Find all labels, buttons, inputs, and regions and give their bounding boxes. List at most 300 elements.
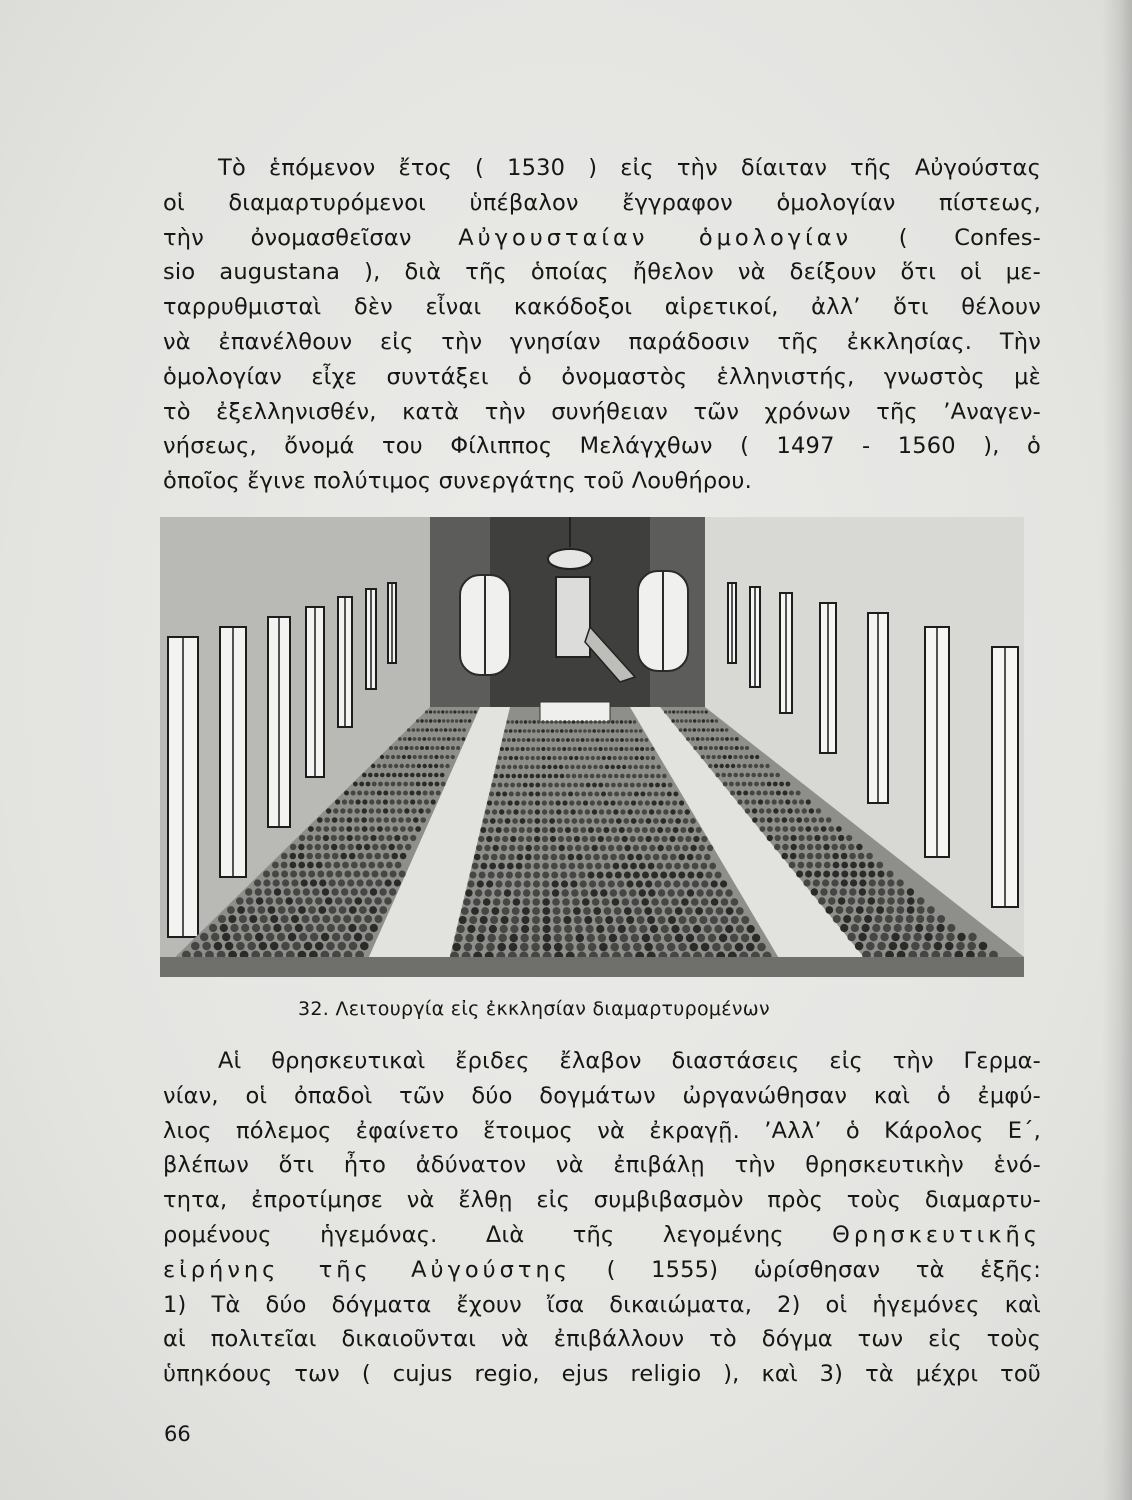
congregant — [720, 916, 728, 924]
congregant — [494, 836, 500, 842]
congregant — [809, 808, 814, 813]
congregant — [453, 710, 456, 713]
congregant — [562, 898, 570, 906]
congregant — [889, 942, 898, 951]
congregant — [624, 907, 632, 915]
congregant — [281, 915, 289, 923]
congregant — [577, 863, 584, 870]
congregant — [731, 916, 739, 924]
congregant — [200, 933, 208, 941]
congregant — [444, 728, 448, 732]
congregant — [695, 907, 703, 915]
congregant — [704, 746, 708, 750]
congregant — [669, 872, 676, 879]
congregant — [445, 764, 449, 768]
congregant — [316, 862, 323, 869]
congregant — [646, 818, 652, 824]
congregant — [560, 774, 565, 779]
congregant — [651, 765, 655, 769]
congregant — [288, 933, 296, 941]
congregant — [693, 836, 699, 842]
congregant — [535, 792, 540, 797]
congregant — [767, 826, 773, 832]
congregant — [638, 836, 644, 842]
congregant — [463, 898, 471, 906]
congregant — [576, 800, 581, 805]
congregant — [648, 863, 655, 870]
congregant — [846, 835, 852, 841]
congregant — [501, 800, 506, 805]
congregant — [567, 845, 573, 851]
congregant — [956, 942, 965, 951]
congregant — [657, 765, 661, 769]
congregant — [391, 853, 398, 860]
congregant — [598, 720, 601, 723]
congregant — [664, 710, 667, 713]
congregant — [866, 942, 875, 951]
congregant — [559, 765, 563, 769]
congregant — [596, 925, 604, 933]
congregant — [821, 826, 827, 832]
congregant — [676, 710, 679, 713]
congregant — [354, 826, 360, 832]
congregant — [364, 791, 369, 796]
congregant — [509, 943, 518, 952]
congregant — [483, 898, 491, 906]
congregant — [416, 773, 421, 778]
congregant — [429, 755, 433, 759]
congregant — [748, 782, 753, 787]
congregant — [445, 755, 449, 759]
congregant — [725, 764, 729, 768]
congregant — [391, 817, 397, 823]
congregant — [783, 791, 788, 796]
congregant — [573, 747, 577, 751]
congregant — [668, 710, 671, 713]
congregant — [658, 800, 663, 805]
congregant — [473, 898, 481, 906]
congregant — [600, 845, 606, 851]
congregant — [273, 924, 281, 932]
congregant — [786, 782, 791, 787]
congregant — [611, 783, 616, 788]
congregant — [638, 818, 644, 824]
congregant — [331, 826, 337, 832]
congregant — [791, 835, 797, 841]
congregant — [590, 800, 595, 805]
congregant — [551, 854, 558, 861]
congregant — [532, 729, 536, 733]
congregant — [369, 817, 375, 823]
congregant — [266, 933, 274, 941]
congregant — [355, 897, 363, 905]
congregant — [535, 809, 540, 814]
congregant — [566, 774, 571, 779]
congregant — [404, 773, 409, 778]
congregant — [305, 924, 313, 932]
congregant — [601, 792, 606, 797]
congregant — [290, 844, 296, 850]
congregant — [410, 773, 415, 778]
congregant — [457, 710, 460, 713]
congregant — [222, 933, 230, 941]
congregant — [578, 729, 582, 733]
congregant — [757, 943, 766, 952]
congregant — [583, 907, 591, 915]
congregant — [642, 934, 650, 942]
congregant — [316, 924, 324, 932]
congregant — [413, 737, 417, 741]
congregant — [397, 782, 402, 787]
congregant — [225, 942, 234, 951]
congregant — [426, 808, 431, 813]
congregant — [602, 854, 609, 861]
congregant — [535, 800, 540, 805]
congregant — [599, 765, 603, 769]
congregant — [645, 880, 652, 887]
congregant — [571, 889, 578, 896]
congregant — [651, 898, 659, 906]
congregant — [191, 942, 200, 951]
congregant — [846, 906, 854, 914]
congregant — [653, 818, 659, 824]
congregant — [636, 880, 643, 887]
congregant — [782, 826, 788, 832]
congregant — [607, 720, 610, 723]
congregant — [642, 809, 647, 814]
congregant — [511, 827, 517, 833]
congregant — [418, 808, 423, 813]
congregant — [927, 906, 935, 914]
congregant — [557, 818, 563, 824]
congregant — [453, 728, 457, 732]
congregant — [529, 792, 534, 797]
congregant — [499, 809, 504, 814]
congregant — [624, 756, 628, 760]
text-line: βλέπων ὅτι ἦτο ἀδύνατον νὰ ἐπιβάλῃ τὴν θρησκευτικὴν ἑνό- — [163, 1152, 1041, 1179]
congregant — [599, 809, 604, 814]
congregant — [272, 871, 279, 878]
congregant — [486, 836, 492, 842]
congregant — [745, 808, 750, 813]
congregant — [634, 792, 639, 797]
congregant — [542, 863, 549, 870]
congregant — [391, 782, 396, 787]
congregant — [742, 782, 747, 787]
congregant — [268, 906, 276, 914]
congregant — [370, 835, 376, 841]
congregant — [528, 720, 531, 723]
congregant — [557, 827, 563, 833]
congregant — [499, 934, 507, 942]
congregant — [344, 791, 349, 796]
congregant — [429, 719, 432, 722]
congregant — [693, 925, 701, 933]
congregant — [522, 792, 527, 797]
congregant — [315, 942, 324, 951]
congregant — [273, 879, 280, 886]
congregant — [343, 915, 351, 923]
congregant — [916, 915, 924, 923]
congregant — [828, 897, 836, 905]
congregant — [340, 853, 347, 860]
congregant — [518, 836, 524, 842]
congregant — [767, 782, 772, 787]
congregant — [360, 942, 369, 951]
congregant — [520, 809, 525, 814]
congregant — [663, 809, 668, 814]
congregant — [492, 907, 500, 915]
congregant — [541, 747, 545, 751]
congregant — [510, 747, 514, 751]
congregant — [968, 933, 976, 941]
congregant — [714, 925, 722, 933]
congregant — [372, 844, 378, 850]
congregant — [530, 765, 534, 769]
congregant — [830, 888, 837, 895]
congregant — [689, 719, 692, 722]
congregant — [807, 853, 814, 860]
congregant — [654, 792, 659, 797]
congregant — [449, 710, 452, 713]
congregant — [543, 916, 551, 924]
congregant — [236, 942, 245, 951]
congregant — [620, 729, 624, 733]
congregant — [649, 783, 654, 788]
congregant — [715, 737, 719, 741]
congregant — [820, 888, 827, 895]
congregant — [390, 808, 395, 813]
congregant — [575, 925, 583, 933]
congregant — [432, 737, 436, 741]
congregant — [510, 934, 518, 942]
congregant — [374, 773, 379, 778]
congregant — [534, 854, 541, 861]
congregant — [442, 719, 445, 722]
congregant — [308, 871, 315, 878]
congregant — [602, 729, 606, 733]
congregant — [298, 906, 306, 914]
text-fragment: ( 1555) ὡρίσθησαν τὰ ἑξῆς: — [606, 1256, 1041, 1283]
congregant — [513, 765, 517, 769]
congregant — [430, 728, 434, 732]
congregant — [564, 925, 572, 933]
congregant — [523, 729, 527, 733]
congregant — [534, 827, 540, 833]
congregant — [553, 925, 561, 933]
congregant — [826, 817, 832, 823]
congregant — [581, 720, 584, 723]
congregant — [588, 729, 592, 733]
congregant — [640, 792, 645, 797]
congregant — [582, 765, 586, 769]
congregant — [608, 774, 613, 779]
congregant — [523, 898, 531, 906]
congregant — [728, 755, 732, 759]
congregant — [440, 773, 445, 778]
congregant — [547, 765, 551, 769]
congregant — [488, 934, 496, 942]
congregant — [433, 710, 436, 713]
congregant — [747, 925, 755, 933]
congregant — [468, 719, 471, 722]
congregant — [451, 719, 454, 722]
congregant — [805, 871, 812, 878]
congregant — [622, 836, 628, 842]
congregant — [354, 933, 362, 941]
congregant — [312, 915, 320, 923]
congregant — [295, 924, 303, 932]
congregant — [512, 738, 516, 742]
congregant — [588, 792, 593, 797]
congregant — [708, 934, 716, 942]
congregant — [482, 854, 489, 861]
congregant — [822, 835, 828, 841]
congregant — [459, 719, 462, 722]
congregant — [790, 853, 797, 860]
congregant — [745, 746, 749, 750]
emphasized-term: Αὐγουσταίαν ὁμολογίαν — [458, 224, 853, 251]
congregant — [277, 933, 285, 941]
congregant — [424, 799, 429, 804]
congregant — [675, 907, 683, 915]
congregant — [712, 755, 716, 759]
congregant — [647, 916, 655, 924]
congregant — [535, 783, 540, 788]
congregant — [576, 738, 580, 742]
congregant — [555, 792, 560, 797]
congregant — [252, 924, 260, 932]
congregant — [751, 773, 756, 778]
congregant — [562, 800, 567, 805]
congregant — [822, 879, 829, 886]
congregant — [691, 737, 695, 741]
congregant — [292, 942, 301, 951]
congregant — [705, 710, 708, 713]
congregant — [422, 782, 427, 787]
congregant — [483, 818, 489, 824]
congregant — [329, 906, 337, 914]
congregant — [347, 879, 354, 886]
congregant — [299, 835, 305, 841]
congregant — [478, 925, 486, 933]
congregant — [349, 942, 358, 951]
congregant — [687, 854, 694, 861]
congregant — [459, 916, 467, 924]
congregant — [665, 907, 673, 915]
congregant — [868, 888, 875, 895]
congregant — [323, 853, 330, 860]
congregant — [660, 872, 667, 879]
congregant — [667, 792, 672, 797]
congregant — [614, 836, 620, 842]
congregant — [759, 808, 764, 813]
congregant — [560, 729, 564, 733]
text-line: αἱ πολιτεῖαι δικαιοῦνται νὰ ἐπιβάλλουν τὸ δόγμα των εἰς τοὺς — [163, 1326, 1041, 1353]
congregant — [569, 800, 574, 805]
congregant — [255, 888, 262, 895]
congregant — [704, 925, 712, 933]
congregant — [585, 756, 589, 760]
congregant — [597, 872, 604, 879]
congregant — [478, 836, 484, 842]
congregant — [227, 906, 235, 914]
congregant — [457, 737, 461, 741]
congregant — [593, 907, 601, 915]
congregant — [840, 924, 848, 932]
congregant — [536, 756, 540, 760]
congregant — [692, 710, 695, 713]
chandelier — [548, 549, 592, 569]
congregant — [533, 880, 540, 887]
congregant — [630, 729, 634, 733]
congregant — [236, 897, 244, 905]
congregant — [851, 924, 859, 932]
congregant — [626, 774, 631, 779]
congregant — [607, 925, 615, 933]
congregant — [672, 800, 677, 805]
congregant — [325, 897, 333, 905]
congregant — [608, 880, 615, 887]
congregant — [542, 818, 548, 824]
congregant — [656, 809, 661, 814]
congregant — [374, 897, 382, 905]
congregant — [565, 765, 569, 769]
congregant — [542, 827, 548, 833]
congregant — [824, 862, 831, 869]
congregant — [524, 720, 527, 723]
congregant — [305, 897, 313, 905]
congregant — [384, 817, 390, 823]
congregant — [397, 808, 402, 813]
congregant — [640, 756, 644, 760]
congregant — [436, 746, 440, 750]
congregant — [548, 774, 553, 779]
congregant — [518, 774, 523, 779]
congregant — [417, 799, 422, 804]
congregant — [510, 783, 515, 788]
congregant — [590, 836, 596, 842]
congregant — [866, 906, 874, 914]
congregant — [385, 826, 391, 832]
congregant — [491, 854, 498, 861]
congregant — [421, 728, 425, 732]
congregant — [422, 737, 426, 741]
congregant — [576, 934, 584, 942]
congregant — [775, 835, 781, 841]
congregant — [869, 879, 876, 886]
congregant — [580, 756, 584, 760]
congregant — [349, 853, 356, 860]
congregant — [369, 906, 377, 914]
congregant — [675, 818, 681, 824]
congregant — [646, 836, 652, 842]
congregant — [556, 809, 561, 814]
text-fragment: τὴν ὀνομασθεῖσαν — [163, 224, 412, 251]
congregant — [668, 916, 676, 924]
congregant — [405, 764, 409, 768]
congregant — [683, 863, 690, 870]
congregant — [418, 737, 422, 741]
congregant — [506, 774, 511, 779]
congregant — [317, 871, 324, 878]
congregant — [681, 898, 689, 906]
congregant — [598, 836, 604, 842]
text-line: ὑπηκόους των ( cujus regio, ejus religio ), καὶ 3) τὰ μέχρι τοῦ — [163, 1361, 1041, 1388]
congregant — [347, 808, 352, 813]
text-line: 1) Τὰ δύο δόγματα ἔχουν ἴσα δικαιώματα, 2) οἱ ἡγεμόνες καὶ — [163, 1291, 1041, 1318]
congregant — [730, 791, 735, 796]
